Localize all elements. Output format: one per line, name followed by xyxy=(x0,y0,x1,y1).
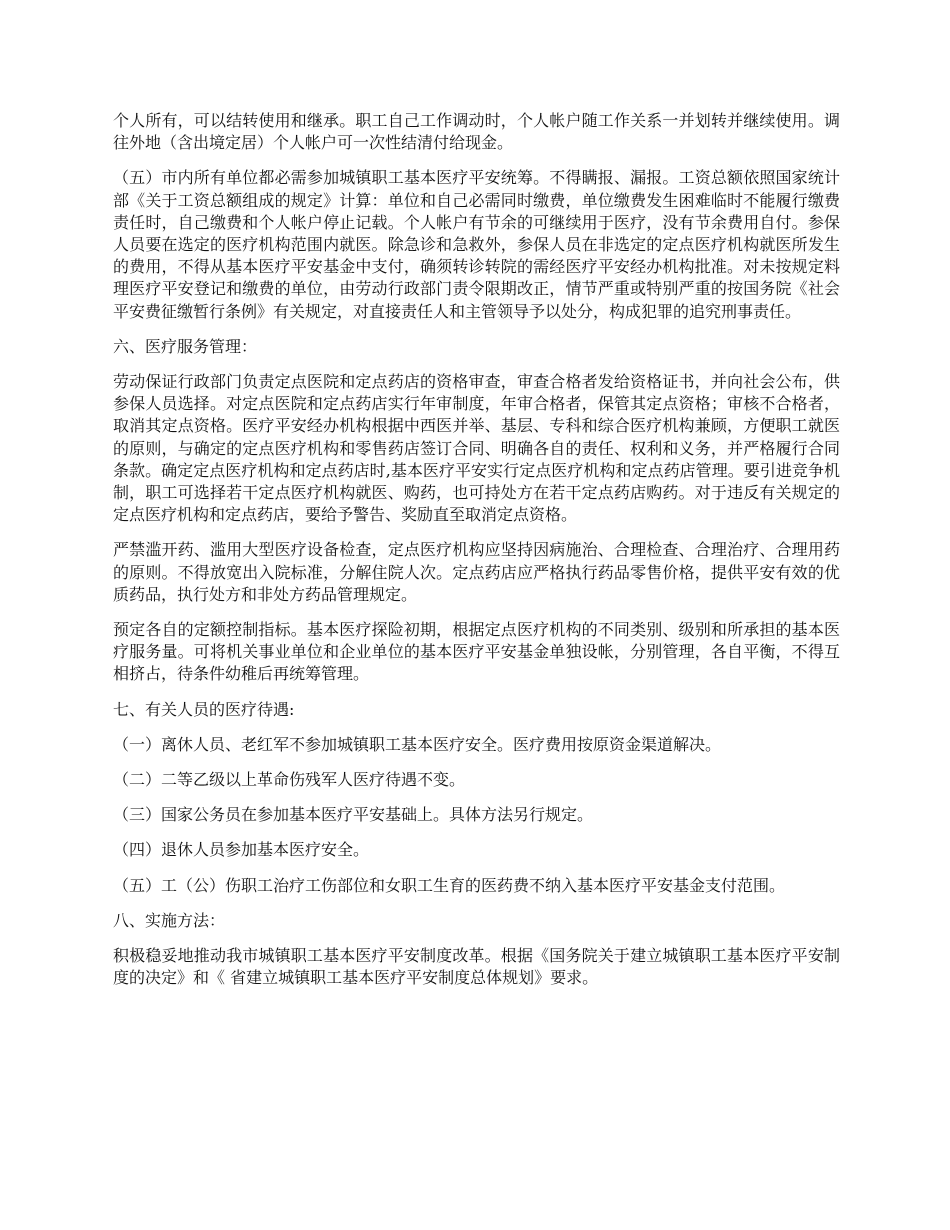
paragraph-quota-control: 预定各自的定额控制指标。基本医疗探险初期，根据定点医疗机构的不同类别、级别和所承担的基本医疗服务量。可将机关事业单位和企业单位的基本医疗平安基金单独设帐，分别管理，各自平衡，不得互相挤占，待条件幼稚后再统筹管理。 xyxy=(113,620,840,684)
paragraph-item-one: （一）离休人员、老红军不参加城镇职工基本医疗安全。医疗费用按原资金渠道解决。 xyxy=(113,734,722,754)
paragraph-item-five: （五）工（公）伤职工治疗工伤部位和女职工生育的医药费不纳入基本医疗平安基金支付范围。 xyxy=(113,875,786,895)
paragraph-item-three: （三）国家公务员在参加基本医疗平安基础上。具体方法另行规定。 xyxy=(113,805,594,825)
paragraph-account-continuation: 个人所有，可以结转使用和继承。职工自己工作调动时，个人帐户随工作关系一并划转并继续使用。调往外地（含出境定居）个人帐户可一次性结清付给现金。 xyxy=(113,111,840,153)
paragraph-implementation: 积极稳妥地推动我市城镇职工基本医疗平安制度改革。根据《国务院关于建立城镇职工基本医疗平安制度的决定》和《 省建立城镇职工基本医疗平安制度总体规划》要求。 xyxy=(113,946,840,988)
section-heading-six: 六、医疗服务管理： xyxy=(113,336,258,356)
paragraph-item-two: （二）二等乙级以上革命伤残军人医疗待遇不变。 xyxy=(113,770,466,790)
section-heading-eight: 八、实施方法： xyxy=(113,910,226,930)
paragraph-designated-institutions: 劳动保证行政部门负责定点医院和定点药店的资格审查，审查合格者发给资格证书，并向社会公布，供参保人员选择。对定点医院和定点药店实行年审制度，年审合格者，保管其定点资格；审核不合格者，取消其定点资格。医疗平安经办机构根据中西医并举、基层、专科和综合医疗机构兼顾，方便职工就医的原则，与确定的定点医疗机构和零售药店签订合同、明确各自的责任、权利和义务，并严格履行合同条款。确定定点医疗机构和定点药店时,基本医疗平安实行定点医疗机构和定点药店管理。要引进竞争机制，职工可选择若干定点医疗机构就医、购药，也可持处方在若干定点药店购药。对于违反有关规定的定点医疗机构和定点药店，要给予警告、奖励直至取消定点资格。 xyxy=(113,372,840,525)
paragraph-item-four: （四）退休人员参加基本医疗安全。 xyxy=(113,840,370,860)
paragraph-item-five-enrollment: （五）市内所有单位都必需参加城镇职工基本医疗平安统筹。不得瞒报、漏报。工资总额依照国家统计部《关于工资总额组成的规定》计算：单位和自己必需同时缴费，单位缴费发生困难临时不能履行缴费责任时，自己缴费和个人帐户停止记载。个人帐户有节余的可继续用于医疗，没有节余费用自付。参保人员要在选定的医疗机构范围内就医。除急诊和急救外，参保人员在非选定的定点医疗机构就医所发生的费用，不得从基本医疗平安基金中支付，确须转诊转院的需经医疗平安经办机构批准。对未按规定料理医疗平安登记和缴费的单位，由劳动行政部门责令限期改正，情节严重或特别严重的按国务院《社会平安费征缴暂行条例》有关规定，对直接责任人和主管领导予以处分，构成犯罪的追究刑事责任。 xyxy=(113,168,840,321)
document-body xyxy=(113,110,840,1003)
section-heading-seven: 七、有关人员的医疗待遇: xyxy=(113,699,295,719)
paragraph-prescription-rules: 严禁滥开药、滥用大型医疗设备检查，定点医疗机构应坚持因病施治、合理检查、合理治疗、合理用药的原则。不得放宽出入院标准，分解住院人次。定点药店应严格执行药品零售价格，提供平安有效的优质药品，执行处方和非处方药品管理规定。 xyxy=(113,540,840,604)
